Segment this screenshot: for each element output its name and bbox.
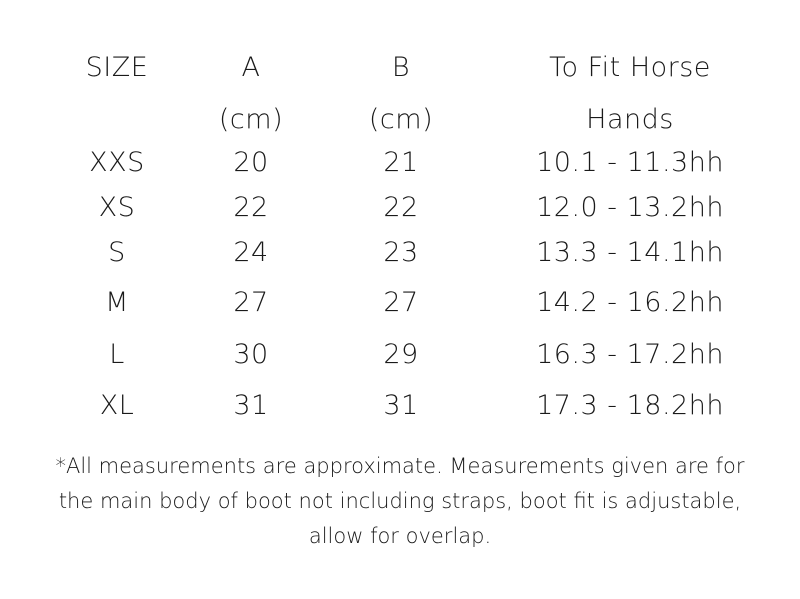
header-fit-line2: Hands (586, 104, 674, 135)
footnote-line: allow for overlap. (308, 524, 492, 548)
header-fit-line1: To Fit Horse (549, 52, 711, 83)
header-a-unit: (cm) (218, 104, 284, 135)
row-b: 22 (383, 192, 419, 223)
row-b: 23 (383, 237, 419, 268)
row-size: XS (98, 192, 136, 223)
row-a: 24 (233, 237, 269, 268)
row-b: 29 (383, 339, 419, 370)
row-a: 31 (233, 390, 269, 421)
header-b-unit: (cm) (368, 104, 434, 135)
row-hands: 17.3 - 18.2hh (536, 390, 724, 421)
row-hands: 12.0 - 13.2hh (536, 192, 724, 223)
footnote-line: *All measurements are approximate. Measurements given are for (55, 454, 745, 478)
footnote-line: the main body of boot not including straps, boot fit is adjustable, (58, 489, 742, 513)
row-size: XL (99, 390, 135, 421)
row-b: 21 (383, 147, 419, 178)
row-size: M (105, 287, 129, 318)
row-hands: 14.2 - 16.2hh (536, 287, 724, 318)
row-b: 31 (383, 390, 419, 421)
row-a: 22 (233, 192, 269, 223)
row-b: 27 (383, 287, 419, 318)
row-hands: 13.3 - 14.1hh (536, 237, 724, 268)
row-size: L (109, 339, 125, 370)
row-a: 30 (233, 339, 269, 370)
row-a: 27 (233, 287, 269, 318)
header-size: SIZE (85, 52, 149, 83)
header-a: A (241, 52, 261, 83)
row-hands: 16.3 - 17.2hh (536, 339, 724, 370)
row-size: XXS (89, 147, 145, 178)
row-hands: 10.1 - 11.3hh (536, 147, 724, 178)
row-size: S (108, 237, 126, 268)
header-b: B (391, 52, 411, 83)
row-a: 20 (233, 147, 269, 178)
